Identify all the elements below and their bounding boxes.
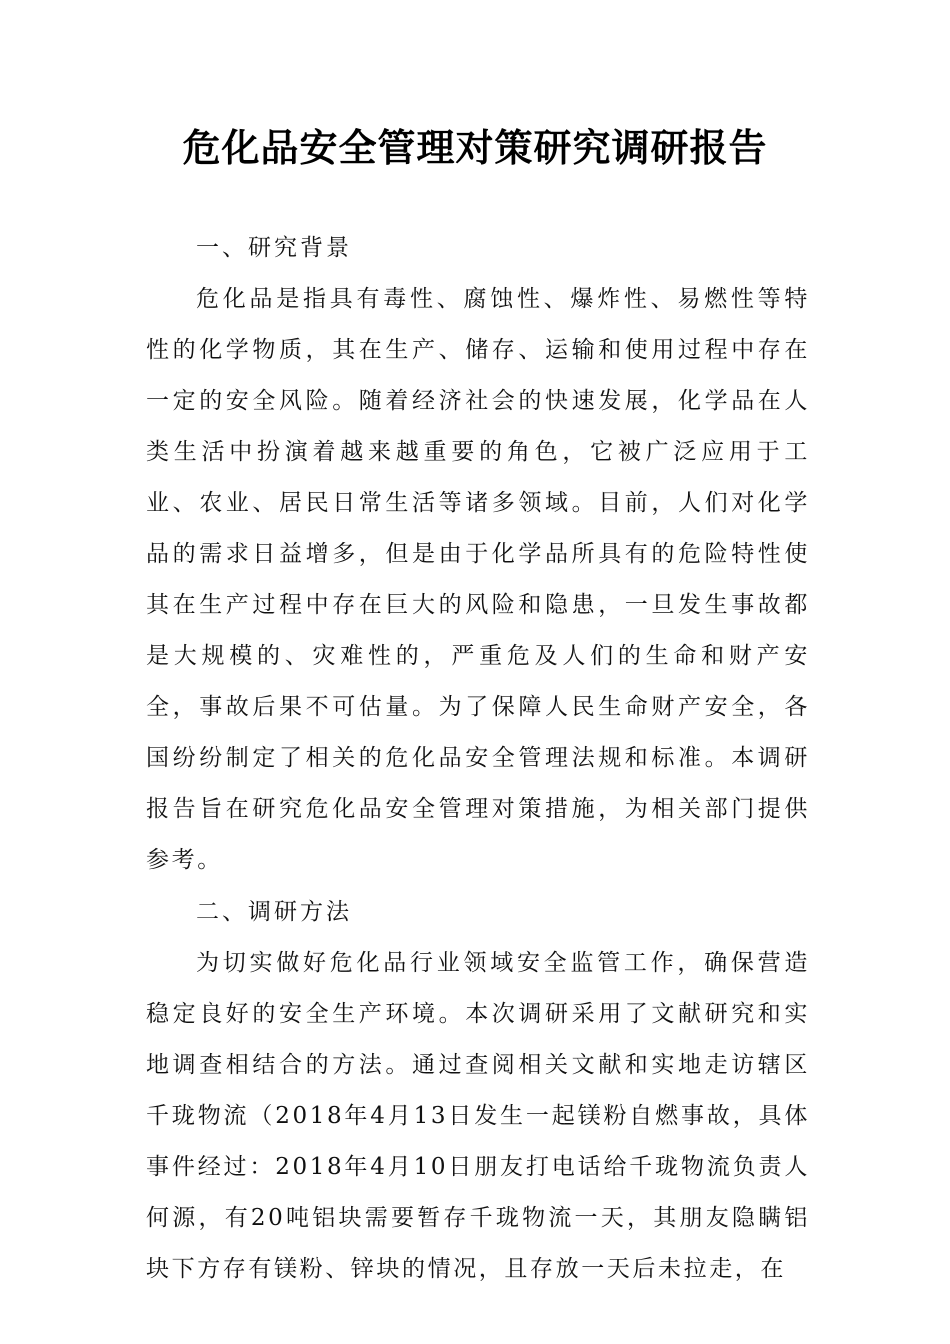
section-heading-background: 一、研究背景 — [196, 235, 352, 261]
document-body — [146, 222, 810, 1295]
section-heading-method: 二、调研方法 — [196, 899, 352, 925]
document-title: 危化品安全管理对策研究调研报告 — [182, 126, 768, 170]
section-paragraph-method: 为切实做好危化品行业领域安全监管工作，确保营造稳定良好的安全生产环境。本次调研采用了文献研究和实地调查相结合的方法。通过查阅相关文献和实地走访辖区千珑物流（2018年4月13日发生一起镁粉自燃事故，具体事件经过：2018年4月10日朋友打电话给千珑物流负责人何源，有20吨铝块需要暂存千珑物流一天，其朋友隐瞒铝块下方存有镁粉、锌块的情况，且存放一天后未拉走，在 — [146, 950, 810, 1282]
section-paragraph-background: 危化品是指具有毒性、腐蚀性、爆炸性、易燃性等特性的化学物质，其在生产、储存、运输和使用过程中存在一定的安全风险。随着经济社会的快速发展，化学品在人类生活中扮演着越来越重要的角色，它被广泛应用于工业、农业、居民日常生活等诸多领域。目前，人们对化学品的需求日益增多，但是由于化学品所具有的危险特性使其在生产过程中存在巨大的风险和隐患，一旦发生事故都是大规模的、灾难性的，严重危及人们的生命和财产安全，事故后果不可估量。为了保障人民生命财产安全，各国纷纷制定了相关的危化品安全管理法规和标准。本调研报告旨在研究危化品安全管理对策措施，为相关部门提供参考。 — [146, 286, 810, 873]
